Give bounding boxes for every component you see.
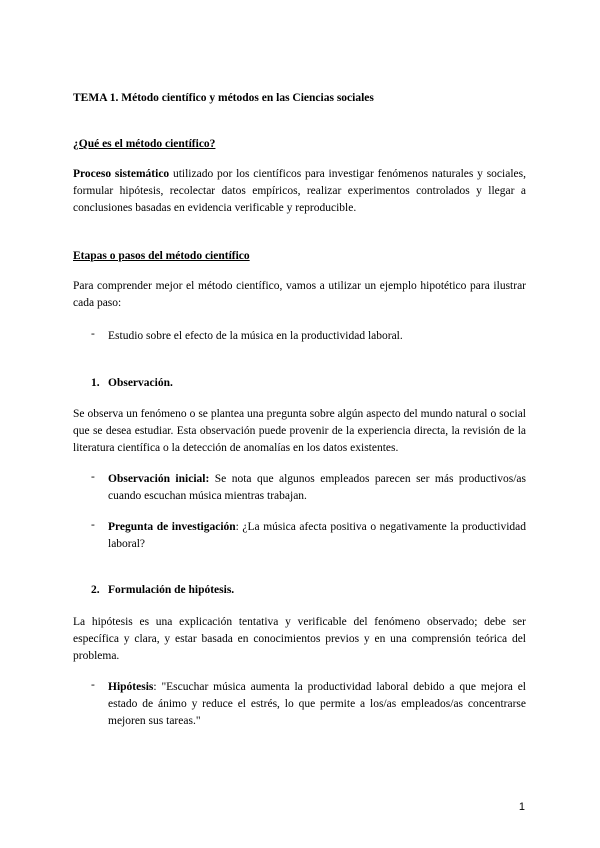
bullet-dash: -: [91, 519, 95, 531]
step1-title: Observación.: [108, 377, 173, 389]
hypothesis-text: : "Escuchar música aumenta la productividad laboral debido a que mejora el estado de ánimo y reduce el estrés, lo que permite a los/as empleados/as concentrarse mejoren sus tareas.": [108, 681, 526, 727]
step1-number: 1.: [91, 377, 100, 389]
definition-paragraph: [73, 166, 526, 217]
question-text: : ¿La música afecta positiva o negativamente la productividad laboral?: [108, 521, 526, 550]
step2-paragraph: La hipótesis es una explicación tentativa y verificable del fenómeno observado; debe ser específica y clara, y estar basada en conocimientos previos y en una comprensión teórica del problema.: [73, 616, 526, 662]
step1-bullet-observation-text: [108, 471, 526, 505]
hypothesis-term: Hipótesis: [108, 681, 154, 693]
bullet-dash: -: [91, 679, 95, 691]
step2-number: 2.: [91, 584, 100, 596]
observation-term: Observación inicial:: [108, 473, 210, 485]
question-term: Pregunta de investigación: [108, 521, 236, 533]
definition-term: Proceso sistemático: [73, 168, 170, 180]
bullet-dash: -: [91, 471, 95, 483]
step1-paragraph: Se observa un fenómeno o se plantea una pregunta sobre algún aspecto del mundo natural o social que se desea estudiar. Esta observación puede provenir de la experiencia directa, la revisión de la literatura científica o la detección de anomalías en los datos existentes.: [73, 408, 526, 454]
definition-text: utilizado por los científicos para investigar fenómenos naturales y sociales, formular hipótesis, recolectar datos empíricos, realizar experimentos controlados y llegar a conclusiones basadas en evidencia verificable y reproducible.: [73, 168, 526, 214]
bullet-dash: -: [91, 328, 95, 340]
observation-text: Se nota que algunos empleados parecen ser más productivos/as cuando escuchan música mientras trabajan.: [108, 473, 526, 502]
section-heading-stages: Etapas o pasos del método científico: [73, 250, 250, 262]
section-heading-what-is: ¿Qué es el método científico?: [73, 138, 216, 150]
step2-bullet-hypothesis-text: [108, 679, 526, 730]
example-bullet-text: Estudio sobre el efecto de la música en la productividad laboral.: [108, 330, 403, 342]
document-title: TEMA 1. Método científico y métodos en las Ciencias sociales: [73, 92, 374, 104]
step2-title: Formulación de hipótesis.: [108, 584, 235, 596]
step1-bullet-question-text: [108, 519, 526, 553]
stages-intro-paragraph: Para comprender mejor el método científico, vamos a utilizar un ejemplo hipotético para ilustrar cada paso:: [73, 280, 526, 309]
page-number: 1: [518, 801, 525, 813]
